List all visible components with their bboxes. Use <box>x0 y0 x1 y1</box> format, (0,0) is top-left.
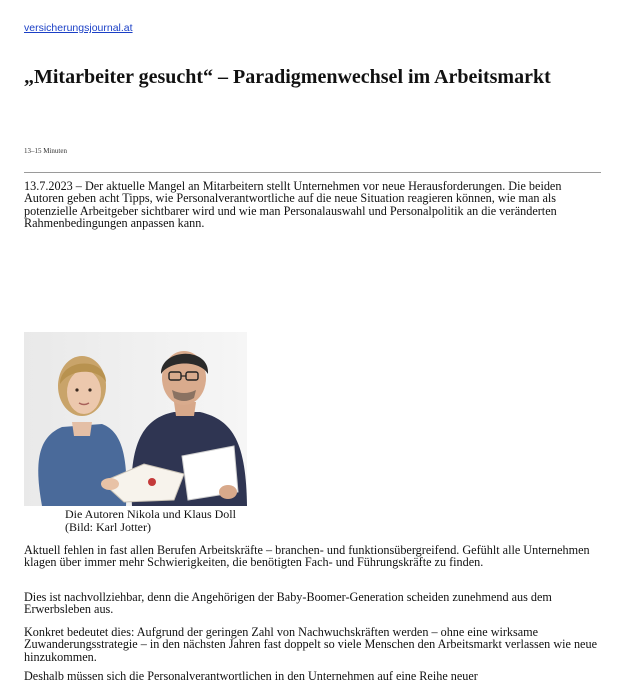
paragraph: Dies ist nachvollziehbar, denn die Angehörigen der Baby-Boomer-Generation scheiden zunehmend aus dem Erwerbsleben aus. <box>24 590 552 617</box>
caption-authors: Die Autoren Nikola und Klaus Doll <box>65 507 236 521</box>
paragraph: Konkret bedeutet dies: Aufgrund der geringen Zahl von Nachwuchskräften werden – ohne eine wirksame Zuwanderungsstrategie – in den nächsten Jahren fast doppelt so viele Menschen den Arbeitsmarkt verlassen wie neue hinzukommen. <box>24 625 597 664</box>
divider <box>24 172 601 173</box>
article-lead: 13.7.2023 – Der aktuelle Mangel an Mitarbeitern stellt Unternehmen vor neue Herausforderungen. Die beiden Autoren geben acht Tipps, wie Personalverantwortliche auf die neue Situation reagieren können, wie man als potenzielle Arbeitgeber sichtbarer wird und wie man Personalauswahl und Personalpolitik an die veränderten Rahmenbedingungen anpassen kann. <box>24 179 562 231</box>
author-photo-image <box>24 332 247 506</box>
photo-caption <box>65 508 236 533</box>
paragraph: Deshalb müssen sich die Personalverantwortlichen in den Unternehmen auf eine Reihe neuer <box>24 669 478 683</box>
paragraph: Aktuell fehlen in fast allen Berufen Arbeitskräfte – branchen- und funktionsübergreifend. Gefühlt alle Unternehmen klagen über immer mehr Schwierigkeiten, die benötigten Fach- und Führungskräfte zu finden. <box>24 543 590 570</box>
author-photo <box>24 332 247 506</box>
article-title: „Mitarbeiter gesucht“ – Paradigmenwechsel im Arbeitsmarkt <box>24 66 551 88</box>
source-link[interactable]: versicherungsjournal.at <box>24 22 133 34</box>
caption-credit: (Bild: Karl Jotter) <box>65 519 151 534</box>
read-time: 13–15 Minuten <box>24 147 67 155</box>
